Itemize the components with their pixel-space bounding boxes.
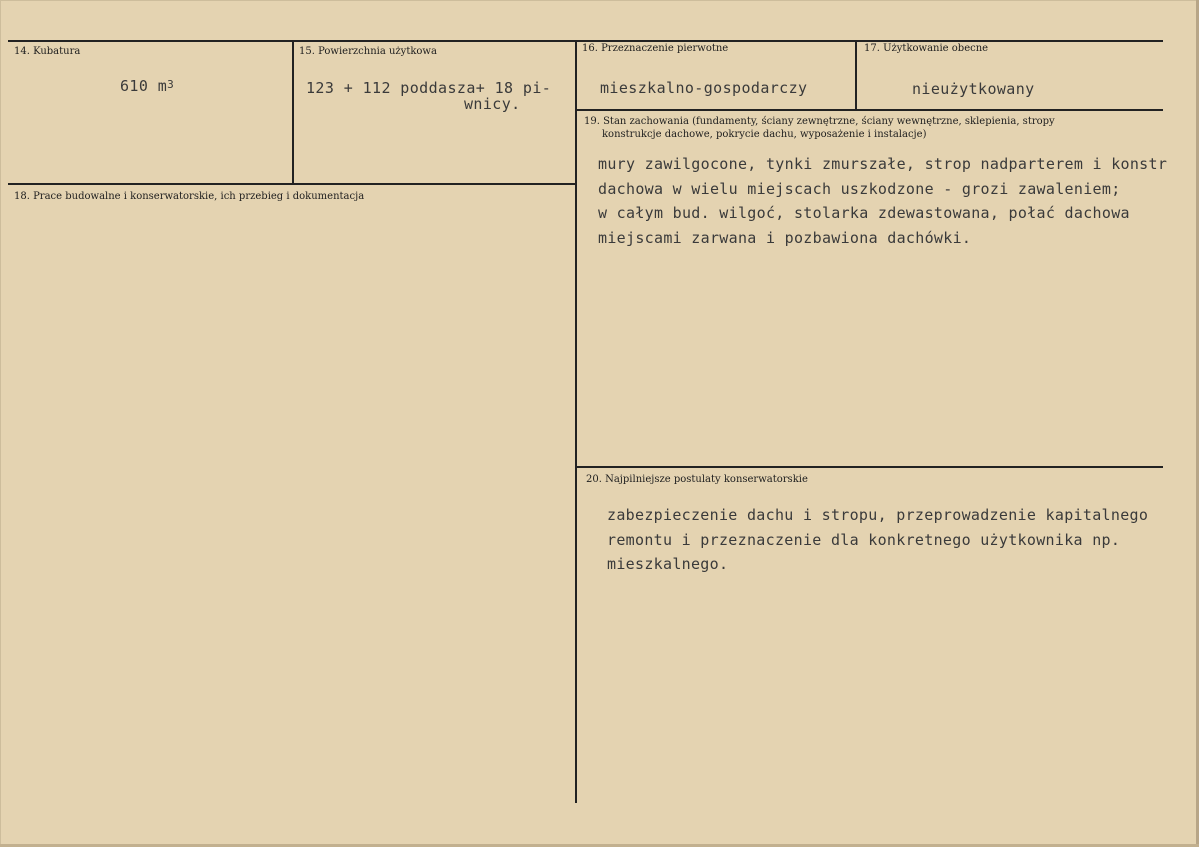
field-19-value — [598, 152, 1167, 250]
divider-14-15 — [292, 40, 294, 184]
field-15-value-line-1: 123 + 112 poddasza+ 18 pi- — [306, 79, 552, 97]
field-16-value: mieszkalno-gospodarczy — [600, 79, 808, 97]
field-17-value: nieużytkowany — [912, 80, 1035, 98]
field-18-label: 18. Prace budowalne i konserwatorskie, ich przebieg i dokumentacja — [14, 191, 365, 202]
field-14-value — [120, 77, 174, 95]
field-19-value-line-2: dachowa w wielu miejscach uszkodzone - grozi zawaleniem; — [598, 179, 1121, 198]
field-17-label: 17. Użytkowanie obecne — [864, 43, 989, 54]
field-14-label: 14. Kubatura — [14, 46, 81, 57]
field-19-value-line-4: miejscami zarwana i pozbawiona dachówki. — [598, 228, 972, 247]
divider-16-17 — [855, 40, 857, 110]
rule-under-16-17 — [576, 109, 1163, 111]
field-16-label: 16. Przeznaczenie pierwotne — [582, 43, 729, 54]
field-15-value-line-2: wnicy. — [464, 95, 521, 113]
field-20-value-line-1: zabezpieczenie dachu i stropu, przeprowadzenie kapitalnego — [607, 506, 1149, 524]
field-14-value-exponent: 3 — [167, 78, 175, 91]
field-19-label-line-2: konstrukcje dachowe, pokrycie dachu, wyposażenie i instalacje) — [602, 129, 927, 140]
field-20-value — [607, 503, 1148, 577]
field-19-value-line-3: w całym bud. wilgoć, stolarka zdewastowana, połać dachowa — [598, 204, 1130, 222]
field-20-value-line-3: mieszkalnego. — [607, 555, 729, 573]
main-column-divider — [575, 40, 577, 803]
top-rule — [8, 40, 1163, 42]
field-14-value-text: 610 m — [120, 77, 168, 95]
field-20-value-line-2: remontu i przeznaczenie dla konkretnego użytkownika np. — [607, 530, 1121, 549]
field-19-value-line-1: mury zawilgocone, tynki zmurszałe, strop nadparterem i konstr — [598, 155, 1168, 173]
field-20-label: 20. Najpilniejsze postulaty konserwatorskie — [586, 474, 808, 485]
field-15-label: 15. Powierzchnia użytkowa — [299, 46, 437, 57]
rule-above-20 — [576, 466, 1163, 468]
field-19-label-line-1: 19. Stan zachowania (fundamenty, ściany zewnętrzne, ściany wewnętrzne, sklepienia, stropy — [584, 116, 1055, 127]
